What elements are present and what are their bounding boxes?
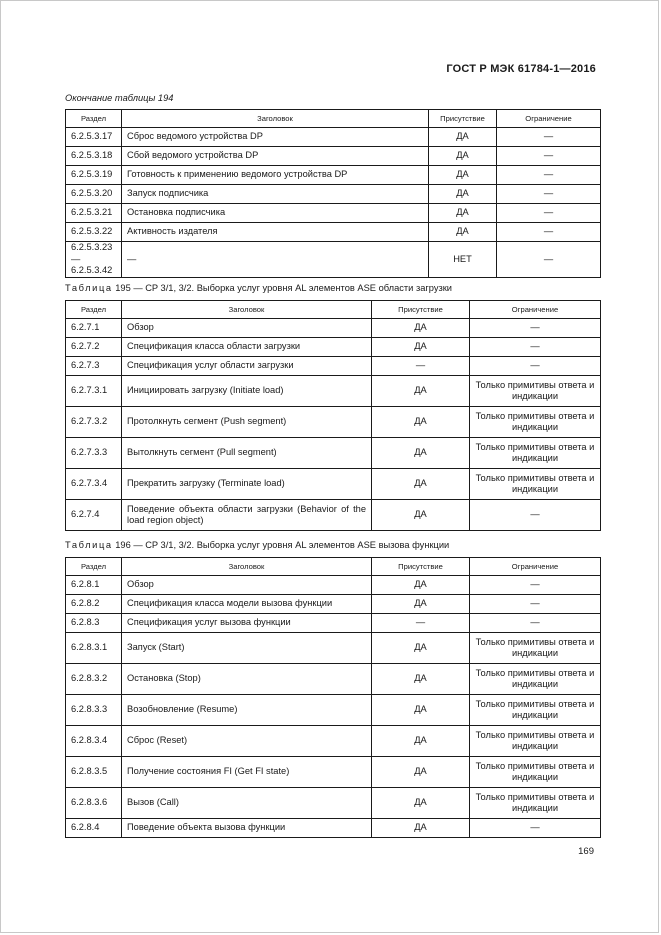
cell-presence: ДА xyxy=(372,788,470,819)
table-row xyxy=(66,223,601,242)
cell-section: 6.2.5.3.23— 6.2.5.3.42 xyxy=(66,242,122,278)
cell-title: Протолкнуть сегмент (Push segment) xyxy=(122,407,372,438)
cell-section: 6.2.8.4 xyxy=(66,819,122,838)
cell-section: 6.2.5.3.18 xyxy=(66,147,122,166)
cell-restriction: — xyxy=(497,128,601,147)
table-194 xyxy=(65,109,601,278)
cell-title: Получение состояния FI (Get FI state) xyxy=(122,757,372,788)
table-row xyxy=(66,147,601,166)
cell-restriction: — xyxy=(470,500,601,531)
table-row xyxy=(66,633,601,664)
cell-restriction: — xyxy=(470,614,601,633)
table-row xyxy=(66,469,601,500)
table-row xyxy=(66,407,601,438)
cell-section: 6.2.8.3.6 xyxy=(66,788,122,819)
cell-title: Остановка (Stop) xyxy=(122,664,372,695)
cell-presence: ДА xyxy=(429,204,497,223)
table-row xyxy=(66,357,601,376)
col-header-section: Раздел xyxy=(66,110,122,128)
cell-restriction: Только примитивы ответа и индикации xyxy=(470,664,601,695)
cell-title: Запуск подписчика xyxy=(122,185,429,204)
table-row xyxy=(66,338,601,357)
cell-section: 6.2.7.4 xyxy=(66,500,122,531)
cell-restriction: — xyxy=(470,319,601,338)
cell-title: Поведение объекта области загрузки (Behavior of the load region object) xyxy=(122,500,372,531)
cell-presence: ДА xyxy=(429,185,497,204)
cell-title: Сброс ведомого устройства DP xyxy=(122,128,429,147)
cell-restriction: — xyxy=(497,147,601,166)
cell-restriction: Только примитивы ответа и индикации xyxy=(470,788,601,819)
table-195 xyxy=(65,300,601,531)
table-196-caption-text: 196 — CP 3/1, 3/2. Выборка услуг уровня AL элементов ASE вызова функции xyxy=(112,540,450,550)
cell-restriction: Только примитивы ответа и индикации xyxy=(470,757,601,788)
cell-restriction: Только примитивы ответа и индикации xyxy=(470,376,601,407)
cell-section: 6.2.8.3.2 xyxy=(66,664,122,695)
cell-presence: ДА xyxy=(372,633,470,664)
table-196-caption xyxy=(65,540,449,550)
table-194-caption xyxy=(65,93,173,103)
table-194-caption-text: Окончание таблицы 194 xyxy=(65,93,174,103)
table-row xyxy=(66,664,601,695)
table-row xyxy=(66,500,601,531)
cell-title: Спецификация услуг вызова функции xyxy=(122,614,372,633)
document-code: ГОСТ Р МЭК 61784-1—2016 xyxy=(446,63,596,75)
cell-presence: ДА xyxy=(429,166,497,185)
table-row xyxy=(66,576,601,595)
table-row xyxy=(66,438,601,469)
cell-section: 6.2.5.3.21 xyxy=(66,204,122,223)
table-row xyxy=(66,595,601,614)
cell-restriction: Только примитивы ответа и индикации xyxy=(470,633,601,664)
cell-section: 6.2.7.3.2 xyxy=(66,407,122,438)
cell-presence: ДА xyxy=(372,376,470,407)
cell-section: 6.2.8.3.1 xyxy=(66,633,122,664)
cell-presence: НЕТ xyxy=(429,242,497,278)
cell-restriction: — xyxy=(497,204,601,223)
cell-restriction: Только примитивы ответа и индикации xyxy=(470,407,601,438)
table-header-row xyxy=(66,301,601,319)
table-row xyxy=(66,726,601,757)
table-row xyxy=(66,204,601,223)
cell-presence: ДА xyxy=(372,819,470,838)
cell-title: Инициировать загрузку (Initiate load) xyxy=(122,376,372,407)
cell-presence: ДА xyxy=(372,664,470,695)
cell-presence: ДА xyxy=(372,695,470,726)
cell-presence: ДА xyxy=(372,407,470,438)
cell-section: 6.2.7.3.4 xyxy=(66,469,122,500)
cell-restriction: Только примитивы ответа и индикации xyxy=(470,695,601,726)
cell-section: 6.2.8.3.3 xyxy=(66,695,122,726)
cell-title: Готовность к применению ведомого устройства DP xyxy=(122,166,429,185)
cell-presence: ДА xyxy=(429,147,497,166)
cell-title: Прекратить загрузку (Terminate load) xyxy=(122,469,372,500)
col-header-presence: Присутствие xyxy=(372,558,470,576)
col-header-restriction: Ограничение xyxy=(470,558,601,576)
table-195-caption-label: Таблица xyxy=(65,283,113,293)
cell-section: 6.2.5.3.22 xyxy=(66,223,122,242)
cell-presence: ДА xyxy=(372,576,470,595)
cell-title: Спецификация класса модели вызова функции xyxy=(122,595,372,614)
cell-title: Спецификация услуг области загрузки xyxy=(122,357,372,376)
cell-title: Сброс (Reset) xyxy=(122,726,372,757)
table-row xyxy=(66,695,601,726)
cell-presence: ДА xyxy=(372,438,470,469)
cell-restriction: — xyxy=(497,242,601,278)
table-row xyxy=(66,319,601,338)
table-row xyxy=(66,166,601,185)
table-row xyxy=(66,185,601,204)
cell-title: Спецификация класса области загрузки xyxy=(122,338,372,357)
table-196 xyxy=(65,557,601,838)
cell-restriction: — xyxy=(497,166,601,185)
cell-restriction: Только примитивы ответа и индикации xyxy=(470,438,601,469)
table-196-caption-label: Таблица xyxy=(65,540,113,550)
table-194-body xyxy=(66,128,601,278)
cell-title: Сбой ведомого устройства DP xyxy=(122,147,429,166)
cell-section: 6.2.5.3.19 xyxy=(66,166,122,185)
table-header-row xyxy=(66,558,601,576)
cell-section: 6.2.7.3.1 xyxy=(66,376,122,407)
col-header-restriction: Ограничение xyxy=(497,110,601,128)
cell-presence: ДА xyxy=(372,726,470,757)
col-header-presence: Присутствие xyxy=(429,110,497,128)
cell-presence: ДА xyxy=(429,223,497,242)
col-header-restriction: Ограничение xyxy=(470,301,601,319)
cell-restriction: — xyxy=(497,223,601,242)
cell-section: 6.2.5.3.17 xyxy=(66,128,122,147)
cell-title: Запуск (Start) xyxy=(122,633,372,664)
cell-presence: ДА xyxy=(372,595,470,614)
cell-section: 6.2.8.3.4 xyxy=(66,726,122,757)
cell-section: 6.2.5.3.20 xyxy=(66,185,122,204)
cell-section: 6.2.7.2 xyxy=(66,338,122,357)
cell-title: Обзор xyxy=(122,319,372,338)
table-195-caption xyxy=(65,283,452,293)
table-row xyxy=(66,376,601,407)
cell-restriction: — xyxy=(470,595,601,614)
cell-presence: ДА xyxy=(372,469,470,500)
col-header-title: Заголовок xyxy=(122,301,372,319)
cell-presence: — xyxy=(372,357,470,376)
col-header-title: Заголовок xyxy=(122,110,429,128)
cell-title: Обзор xyxy=(122,576,372,595)
table-196-body xyxy=(66,576,601,838)
cell-section: 6.2.7.3.3 xyxy=(66,438,122,469)
cell-section: 6.2.8.1 xyxy=(66,576,122,595)
table-row xyxy=(66,614,601,633)
cell-presence: ДА xyxy=(429,128,497,147)
cell-presence: ДА xyxy=(372,500,470,531)
cell-title: Вызов (Call) xyxy=(122,788,372,819)
table-row xyxy=(66,128,601,147)
cell-title: Поведение объекта вызова функции xyxy=(122,819,372,838)
table-195-caption-text: 195 — CP 3/1, 3/2. Выборка услуг уровня AL элементов ASE области загрузки xyxy=(112,283,453,293)
cell-title: Вытолкнуть сегмент (Pull segment) xyxy=(122,438,372,469)
cell-restriction: — xyxy=(497,185,601,204)
cell-presence: — xyxy=(372,614,470,633)
cell-title: Активность издателя xyxy=(122,223,429,242)
cell-restriction: — xyxy=(470,819,601,838)
cell-restriction: Только примитивы ответа и индикации xyxy=(470,726,601,757)
cell-title: — xyxy=(122,242,429,278)
cell-section: 6.2.7.1 xyxy=(66,319,122,338)
table-195-body xyxy=(66,319,601,531)
cell-restriction: Только примитивы ответа и индикации xyxy=(470,469,601,500)
col-header-section: Раздел xyxy=(66,558,122,576)
table-row xyxy=(66,788,601,819)
col-header-section: Раздел xyxy=(66,301,122,319)
col-header-title: Заголовок xyxy=(122,558,372,576)
cell-title: Остановка подписчика xyxy=(122,204,429,223)
cell-restriction: — xyxy=(470,357,601,376)
cell-section: 6.2.8.2 xyxy=(66,595,122,614)
cell-section: 6.2.7.3 xyxy=(66,357,122,376)
cell-section: 6.2.8.3.5 xyxy=(66,757,122,788)
cell-restriction: — xyxy=(470,338,601,357)
cell-title: Возобновление (Resume) xyxy=(122,695,372,726)
table-row xyxy=(66,242,601,278)
cell-presence: ДА xyxy=(372,757,470,788)
table-row xyxy=(66,757,601,788)
cell-presence: ДА xyxy=(372,338,470,357)
page-number: 169 xyxy=(578,846,594,857)
cell-presence: ДА xyxy=(372,319,470,338)
table-header-row xyxy=(66,110,601,128)
cell-restriction: — xyxy=(470,576,601,595)
cell-section: 6.2.8.3 xyxy=(66,614,122,633)
table-row xyxy=(66,819,601,838)
col-header-presence: Присутствие xyxy=(372,301,470,319)
